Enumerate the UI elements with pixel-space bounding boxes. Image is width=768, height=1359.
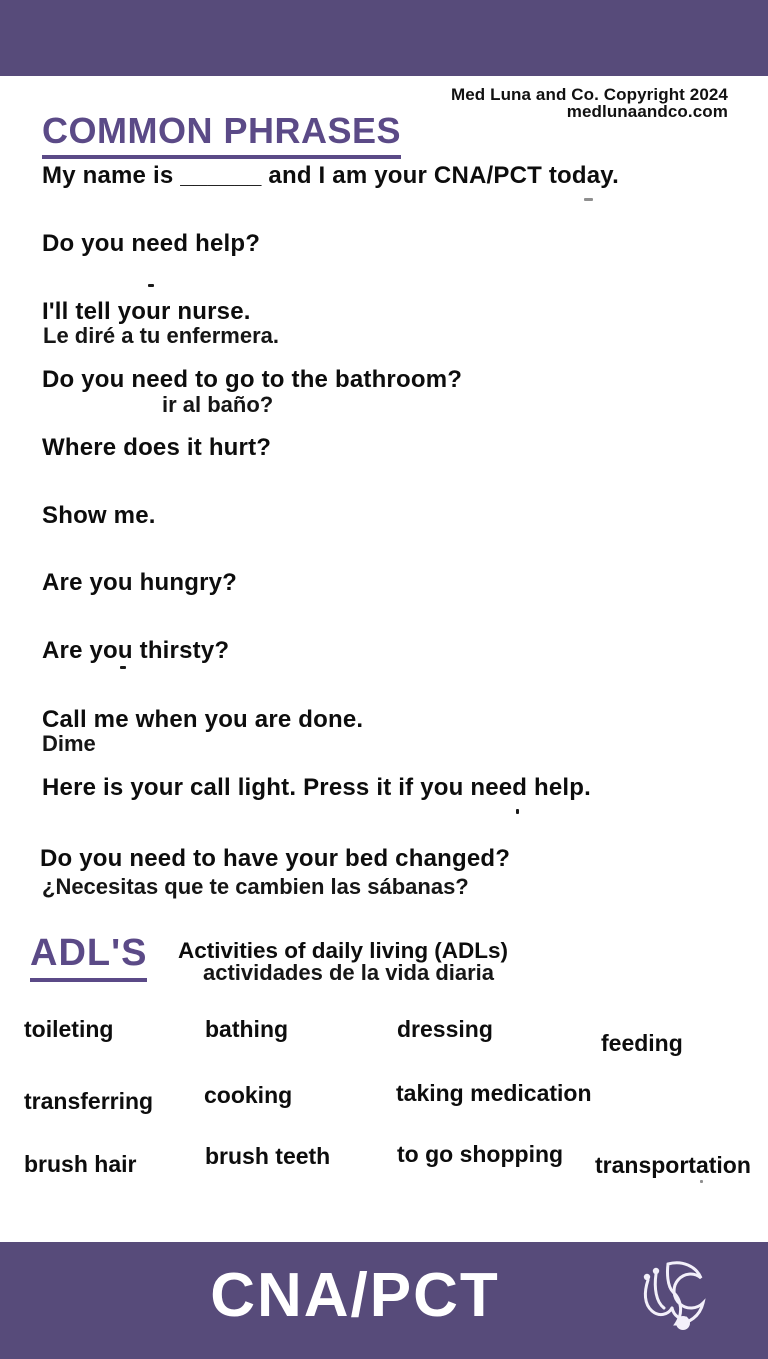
adl-item: bathing [205, 1016, 289, 1042]
clipped-text-artifact: ¿Necesitas que te cambien las sábanas? [42, 874, 469, 899]
phrase-item: Do you need help? [42, 230, 261, 257]
phrase-item: Do you need to go to the bathroom? [42, 366, 463, 393]
copyright-block [451, 86, 728, 120]
phrase-item: My name is ______ and I am your CNA/PCT today. [42, 162, 619, 189]
clipped-text-artifact: actividades de la vida diaria [203, 960, 495, 985]
adl-item: to go shopping [397, 1141, 564, 1167]
adl-item: toileting [24, 1016, 114, 1042]
adl-item: dressing [397, 1016, 493, 1042]
copyright-line: Med Luna and Co. Copyright 2024 [450, 85, 728, 104]
stray-mark [516, 809, 519, 814]
clipped-text-artifact: Dime [42, 731, 96, 756]
stray-mark [148, 284, 154, 287]
stray-mark [584, 198, 593, 201]
phrase-item: Call me when you are done. [42, 706, 364, 733]
adl-item: brush hair [24, 1151, 137, 1177]
adl-item: transportation [595, 1152, 751, 1178]
phrase-item: Show me. [42, 502, 156, 529]
footer-title: CNA/PCT [210, 1261, 500, 1330]
top-banner [0, 0, 768, 76]
adl-heading: ADL'S [30, 932, 147, 982]
adl-item: brush teeth [205, 1143, 331, 1169]
stray-mark [700, 1180, 703, 1183]
phrase-item: Are you thirsty? [42, 637, 230, 664]
adl-item: cooking [204, 1082, 293, 1108]
phrase-item: I'll tell your nurse. [42, 298, 251, 325]
adl-item: feeding [601, 1030, 683, 1056]
adl-item: taking medication [396, 1080, 592, 1106]
adl-subtitle: Activities of daily living (ADLs) [178, 938, 509, 963]
phrase-item: Do you need to have your bed changed? [40, 845, 511, 872]
stray-mark [120, 666, 126, 669]
website-url: medlunaandco.com [566, 102, 728, 121]
clipped-text-artifact: Le diré a tu enfermera. [43, 323, 279, 348]
common-phrases-heading: COMMON PHRASES [42, 110, 401, 159]
phrase-item: Here is your call light. Press it if you need help. [42, 774, 592, 801]
phrase-item: Are you hungry? [42, 569, 238, 596]
clipped-text-artifact: ir al baño? [162, 392, 274, 417]
moon-stethoscope-icon [626, 1254, 716, 1344]
adl-item: transferring [24, 1088, 154, 1114]
phrase-item: Where does it hurt? [42, 434, 272, 461]
